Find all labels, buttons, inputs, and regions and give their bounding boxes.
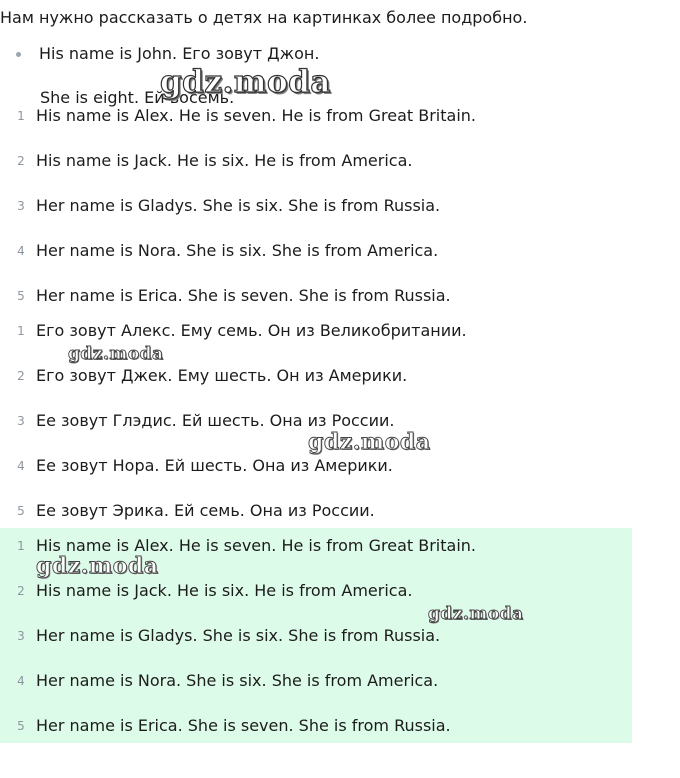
item-number: 1 [17, 109, 25, 123]
item-number: 3 [17, 414, 25, 428]
list-item [0, 716, 632, 761]
item-number: 5 [17, 289, 25, 303]
bullet-text: His name is John. Его зовут Джон. [39, 44, 320, 63]
item-number: 2 [17, 154, 25, 168]
bullet-item [16, 44, 319, 63]
highlighted-answer-list [0, 528, 632, 743]
list-item [0, 536, 632, 581]
item-text: Ее зовут Глэдис. Ей шесть. Она из России. [36, 411, 395, 430]
item-number: 4 [17, 244, 25, 258]
item-number: 4 [17, 674, 25, 688]
watermark-logo: gdz.moda [68, 344, 164, 364]
list-item [0, 456, 632, 501]
item-text: Her name is Erica. She is seven. She is from Russia. [36, 286, 451, 305]
item-text: Her name is Erica. She is seven. She is from Russia. [36, 716, 451, 735]
item-text: Her name is Gladys. She is six. She is from Russia. [36, 626, 441, 645]
item-text: Her name is Nora. She is six. She is from America. [36, 671, 439, 690]
item-text: Her name is Nora. She is six. She is from America. [36, 241, 439, 260]
item-text: Ее зовут Нора. Ей шесть. Она из Америки. [36, 456, 393, 475]
item-text: Его зовут Алекс. Ему семь. Он из Великобритании. [36, 321, 467, 340]
english-list [0, 106, 632, 331]
watermark-logo: gdz.moda [160, 64, 331, 100]
item-text: His name is Jack. He is six. He is from America. [36, 581, 413, 600]
watermark-logo: gdz.moda [36, 553, 159, 579]
list-item [0, 671, 632, 716]
item-text: Его зовут Джек. Ему шесть. Он из Америки. [36, 366, 408, 385]
list-item [0, 366, 632, 411]
item-number: 5 [17, 719, 25, 733]
item-number: 1 [17, 539, 25, 553]
list-item [0, 151, 632, 196]
partial-line: She is eight. Ей восемь. [40, 88, 235, 107]
watermark-logo: gdz.moda [428, 604, 524, 624]
list-item [0, 321, 632, 366]
list-item [0, 626, 632, 671]
item-number: 2 [17, 584, 25, 598]
list-item [0, 411, 632, 456]
list-item [0, 241, 632, 286]
watermark-logo: gdz.moda [308, 429, 431, 455]
item-text: Ее зовут Эрика. Ей семь. Она из России. [36, 501, 375, 520]
item-text: His name is Alex. He is seven. He is from Great Britain. [36, 106, 476, 125]
item-number: 1 [17, 324, 25, 338]
item-number: 3 [17, 199, 25, 213]
list-item [0, 581, 632, 626]
item-text: Her name is Gladys. She is six. She is from Russia. [36, 196, 441, 215]
item-number: 3 [17, 629, 25, 643]
item-number: 2 [17, 369, 25, 383]
item-text: His name is Alex. He is seven. He is from Great Britain. [36, 536, 476, 555]
intro-text: Нам нужно рассказать о детях на картинках более подробно. [0, 8, 528, 27]
list-item [0, 106, 632, 151]
list-item [0, 196, 632, 241]
item-number: 5 [17, 504, 25, 518]
item-number: 4 [17, 459, 25, 473]
russian-list [0, 321, 632, 546]
item-text: His name is Jack. He is six. He is from America. [36, 151, 413, 170]
bullet-dot-icon [16, 52, 21, 57]
